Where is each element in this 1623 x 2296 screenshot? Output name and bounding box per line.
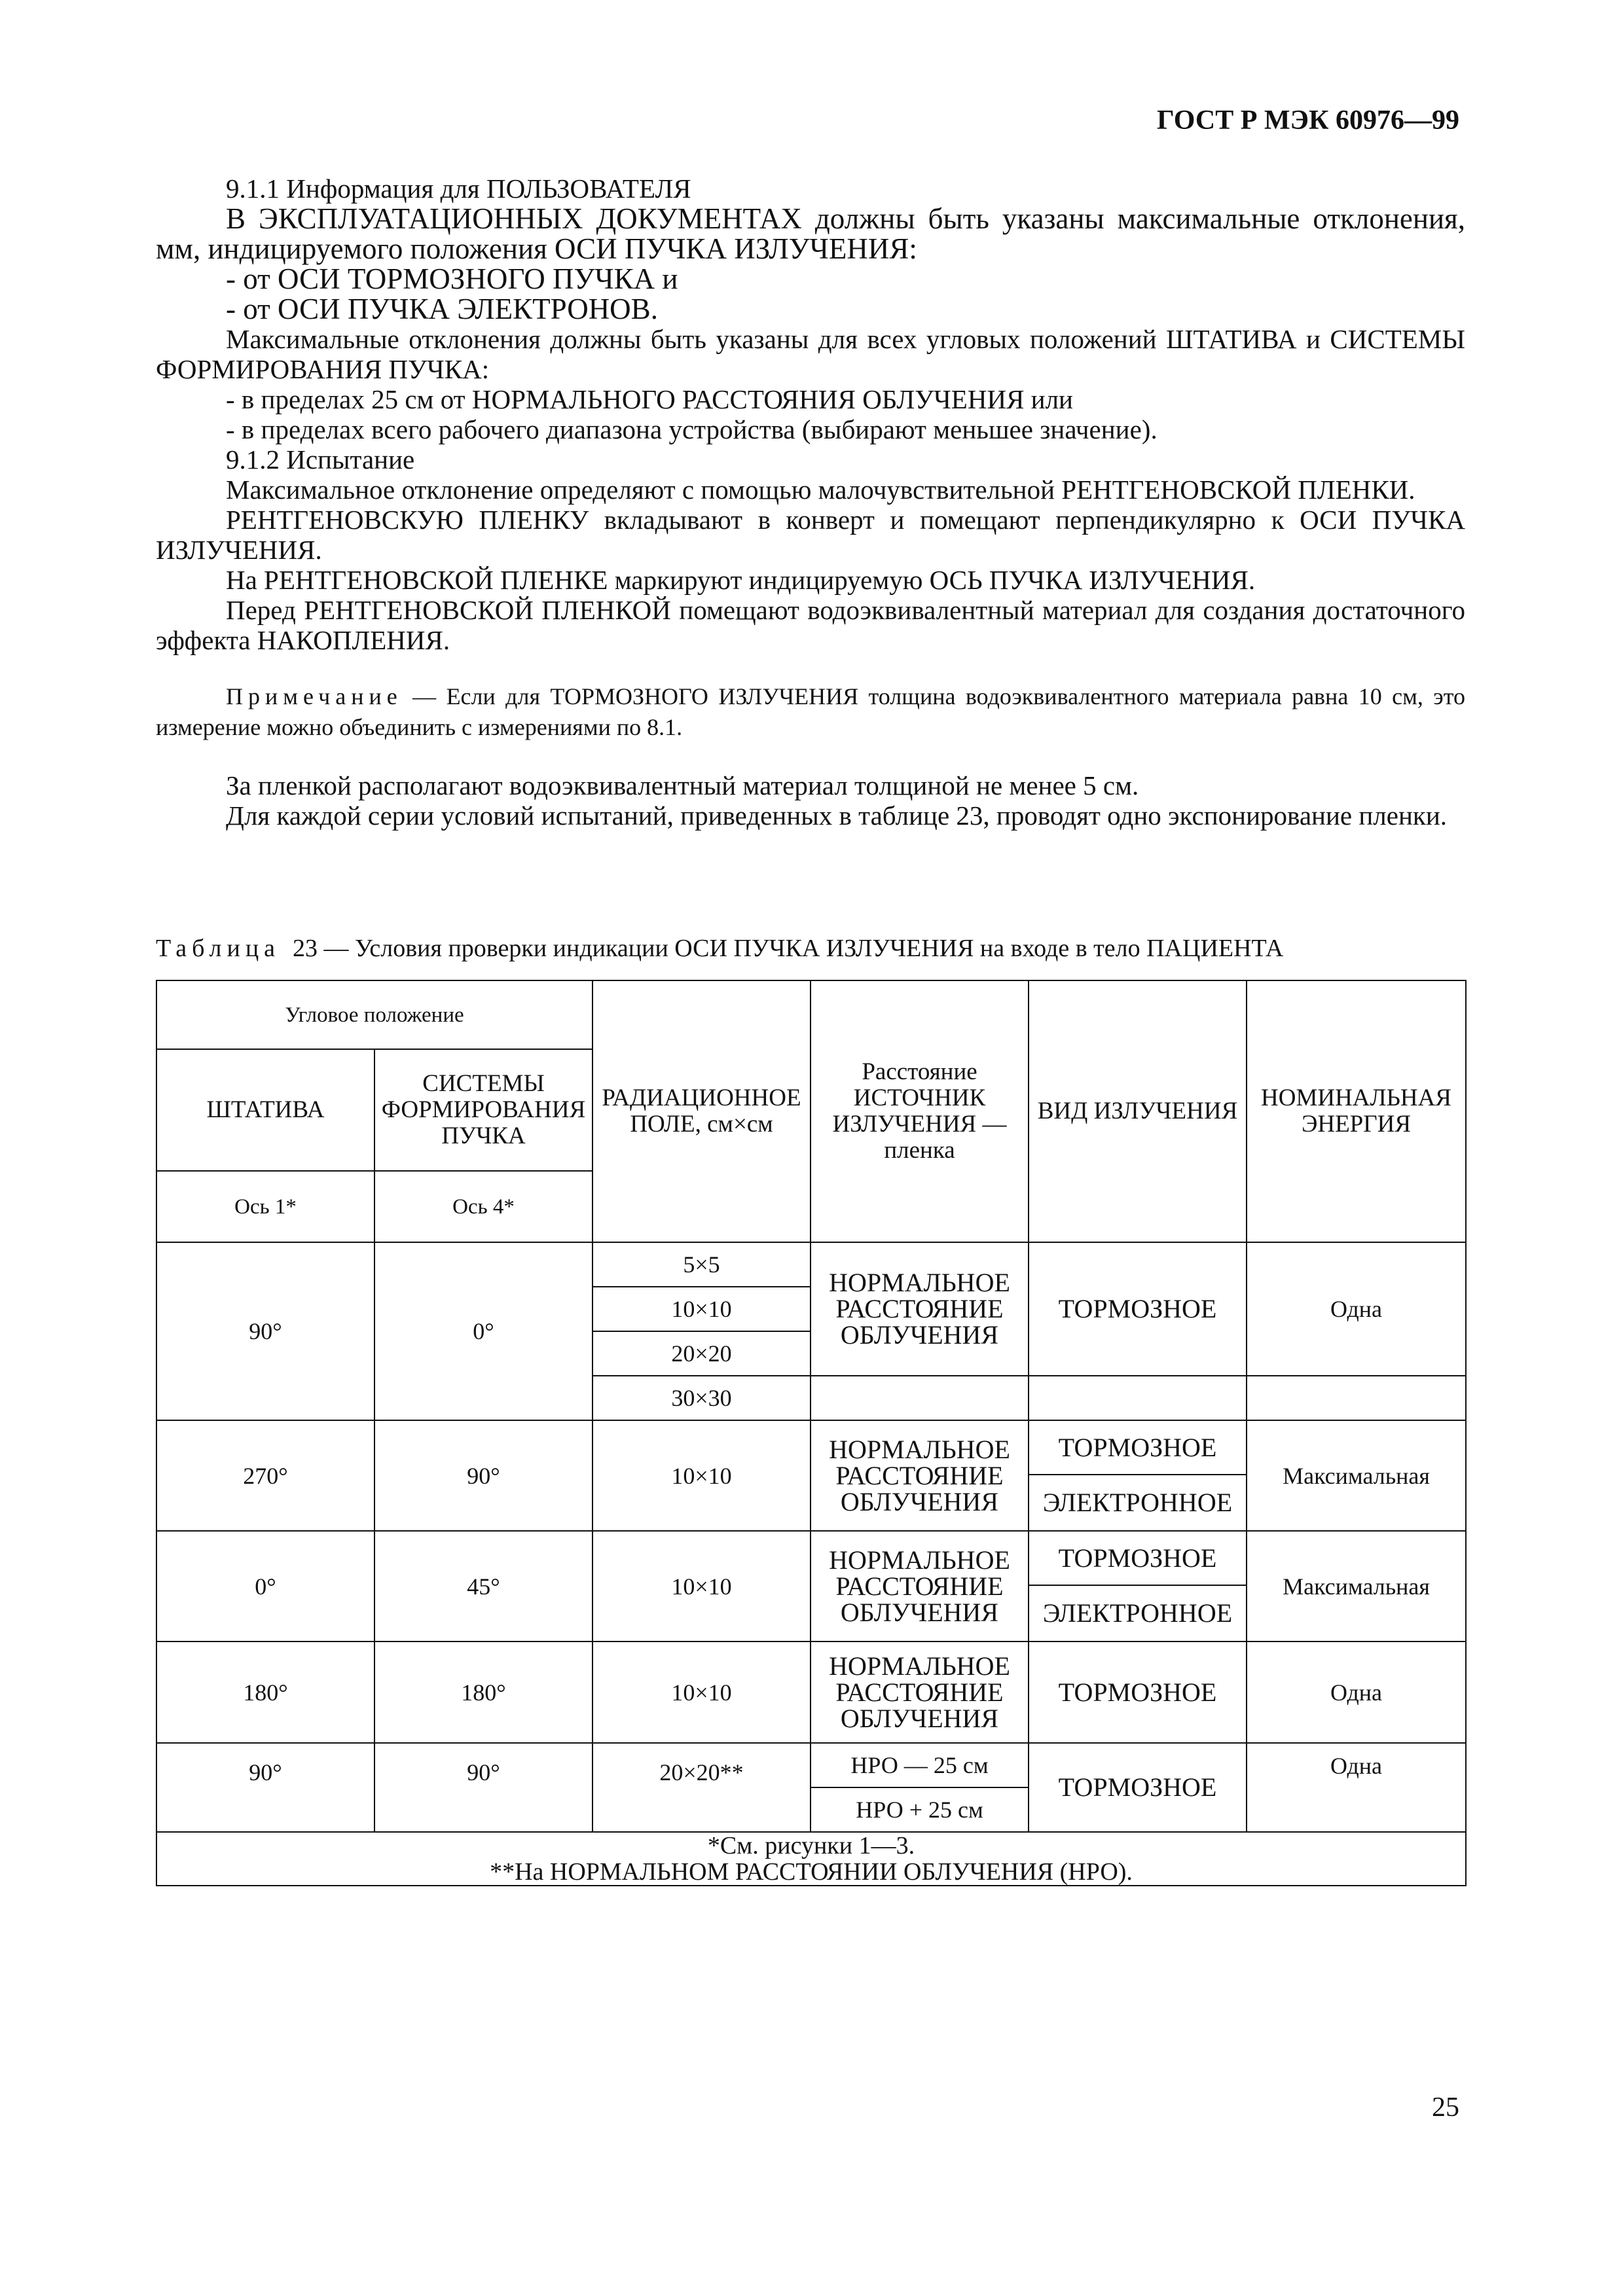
cell-distance: НОРМАЛЬНОЕ РАССТОЯНИЕ ОБЛУЧЕНИЯ [811, 1420, 1029, 1531]
document-header: ГОСТ Р МЭК 60976—99 [1157, 105, 1459, 135]
table-row [156, 1641, 1466, 1743]
cell-energy: Одна [1247, 1641, 1466, 1743]
note-text: — Если для ТОРМОЗНОГО ИЗЛУЧЕНИЯ толщина водоэквивалентного материала равна 10 см, это измерение можно объединить с измерениями по 8.1. [156, 683, 1466, 740]
table-23 [156, 980, 1467, 1886]
cell-distance: НОРМАЛЬНОЕ РАССТОЯНИЕ ОБЛУЧЕНИЯ [811, 1242, 1029, 1376]
cell-collimator: 90° [374, 1743, 593, 1832]
paragraph: - от ОСИ ТОРМОЗНОГО ПУЧКА и [226, 262, 678, 295]
body-text [156, 173, 1465, 831]
table-footnotes [156, 1832, 1466, 1886]
header-axis-4: Ось 4* [374, 1171, 593, 1242]
cell-distance: НРО — 25 см [811, 1743, 1029, 1787]
cell-type: ЭЛЕКТРОННОЕ [1029, 1475, 1247, 1531]
table-row [156, 1743, 1466, 1787]
cell-field: 30×30 [593, 1376, 811, 1420]
cell-gantry: 270° [156, 1420, 374, 1531]
cell-distance: НОРМАЛЬНОЕ РАССТОЯНИЕ ОБЛУЧЕНИЯ [811, 1641, 1029, 1743]
paragraph: - от ОСИ ПУЧКА ЭЛЕКТРОНОВ. [226, 293, 658, 325]
page-number: 25 [1432, 2092, 1459, 2123]
cell-collimator: 90° [374, 1420, 593, 1531]
header-type: ВИД ИЗЛУЧЕНИЯ [1029, 980, 1247, 1242]
header-gantry: ШТАТИВА [156, 1049, 374, 1171]
paragraph: За пленкой располагают водоэквивалентный материал толщиной не менее 5 см. [226, 770, 1139, 800]
cell-distance: НОРМАЛЬНОЕ РАССТОЯНИЕ ОБЛУЧЕНИЯ [811, 1531, 1029, 1641]
cell-gantry: 180° [156, 1641, 374, 1743]
cell-distance: НРО + 25 см [811, 1787, 1029, 1832]
cell-collimator: 180° [374, 1641, 593, 1743]
paragraph: - в пределах всего рабочего диапазона устройства (выбирают меньшее значение). [226, 414, 1158, 444]
cell-field: 10×10 [593, 1641, 811, 1743]
cell-energy: Максимальная [1247, 1531, 1466, 1641]
cell-type: ТОРМОЗНОЕ [1029, 1641, 1247, 1743]
cell-type: ТОРМОЗНОЕ [1029, 1743, 1247, 1832]
cell-field: 10×10 [593, 1287, 811, 1331]
cell-energy-empty [1247, 1376, 1466, 1420]
paragraph: В ЭКСПЛУАТАЦИОННЫХ ДОКУМЕНТАХ должны быть указаны максимальные отклонения, мм, индицируемого положения ОСИ ПУЧКА ИЗЛУЧЕНИЯ: [156, 202, 1465, 265]
cell-energy: Одна [1247, 1743, 1466, 1832]
footnote: *См. рисунки 1—3. [707, 1832, 915, 1859]
table-caption-label: Таблица [156, 935, 281, 962]
cell-gantry: 0° [156, 1531, 374, 1641]
note [156, 681, 1465, 743]
cell-distance-empty [811, 1376, 1029, 1420]
paragraph: На РЕНТГЕНОВСКОЙ ПЛЕНКЕ маркируют индицируемую ОСЬ ПУЧКА ИЗЛУЧЕНИЯ. [226, 565, 1256, 595]
header-axis-1: Ось 1* [156, 1171, 374, 1242]
header-collimator: СИСТЕМЫ ФОРМИРОВАНИЯ ПУЧКА [374, 1049, 593, 1171]
table-footnotes-row [156, 1832, 1466, 1886]
footnote: **На НОРМАЛЬНОМ РАССТОЯНИИ ОБЛУЧЕНИЯ (НРО). [490, 1858, 1133, 1886]
cell-energy: Одна [1247, 1242, 1466, 1376]
cell-collimator: 45° [374, 1531, 593, 1641]
table-row [156, 1420, 1466, 1475]
cell-gantry: 90° [156, 1743, 374, 1832]
table-row [156, 1531, 1466, 1585]
cell-type: ТОРМОЗНОЕ [1029, 1531, 1247, 1585]
cell-type: ТОРМОЗНОЕ [1029, 1420, 1247, 1475]
cell-type: ТОРМОЗНОЕ [1029, 1242, 1247, 1376]
cell-energy: Максимальная [1247, 1420, 1466, 1531]
cell-field: 10×10 [593, 1420, 811, 1531]
note-label: Примечание [226, 683, 403, 709]
header-energy: НОМИНАЛЬНАЯ ЭНЕРГИЯ [1247, 980, 1466, 1242]
header-distance: Расстояние ИСТОЧНИК ИЗЛУЧЕНИЯ — пленка [811, 980, 1029, 1242]
table-row [156, 1242, 1466, 1287]
cell-type-empty [1029, 1376, 1247, 1420]
paragraph: РЕНТГЕНОВСКУЮ ПЛЕНКУ вкладывают в конверт и помещают перпендикулярно к ОСИ ПУЧКА ИЗЛУЧЕНИЯ. [156, 505, 1465, 565]
paragraph: 9.1.1 Информация для ПОЛЬЗОВАТЕЛЯ [226, 173, 691, 204]
paragraph: Перед РЕНТГЕНОВСКОЙ ПЛЕНКОЙ помещают водоэквивалентный материал для создания достаточного эффекта НАКОПЛЕНИЯ. [156, 595, 1465, 655]
header-row [156, 980, 1466, 1049]
cell-gantry: 90° [156, 1242, 374, 1420]
header-angular: Угловое положение [156, 980, 593, 1049]
cell-field: 20×20** [593, 1743, 811, 1832]
paragraph: - в пределах 25 см от НОРМАЛЬНОГО РАССТОЯНИЯ ОБЛУЧЕНИЯ или [226, 384, 1074, 414]
cell-field: 20×20 [593, 1331, 811, 1376]
cell-type: ЭЛЕКТРОННОЕ [1029, 1585, 1247, 1641]
table-caption [156, 934, 1283, 963]
cell-collimator: 0° [374, 1242, 593, 1420]
table-caption-text: 23 — Условия проверки индикации ОСИ ПУЧКА ИЗЛУЧЕНИЯ на входе в тело ПАЦИЕНТА [293, 935, 1284, 962]
paragraph: Для каждой серии условий испытаний, приведенных в таблице 23, проводят одно экспонирование пленки. [226, 800, 1448, 831]
cell-field: 10×10 [593, 1531, 811, 1641]
header-field: РАДИАЦИОННОЕ ПОЛЕ, см×см [593, 980, 811, 1242]
paragraph: 9.1.2 Испытание [226, 444, 415, 475]
paragraph: Максимальное отклонение определяют с помощью малочувствительной РЕНТГЕНОВСКОЙ ПЛЕНКИ. [226, 475, 1415, 505]
paragraph: Максимальные отклонения должны быть указаны для всех угловых положений ШТАТИВА и СИСТЕМЫ ФОРМИРОВАНИЯ ПУЧКА: [156, 324, 1465, 384]
cell-field: 5×5 [593, 1242, 811, 1287]
